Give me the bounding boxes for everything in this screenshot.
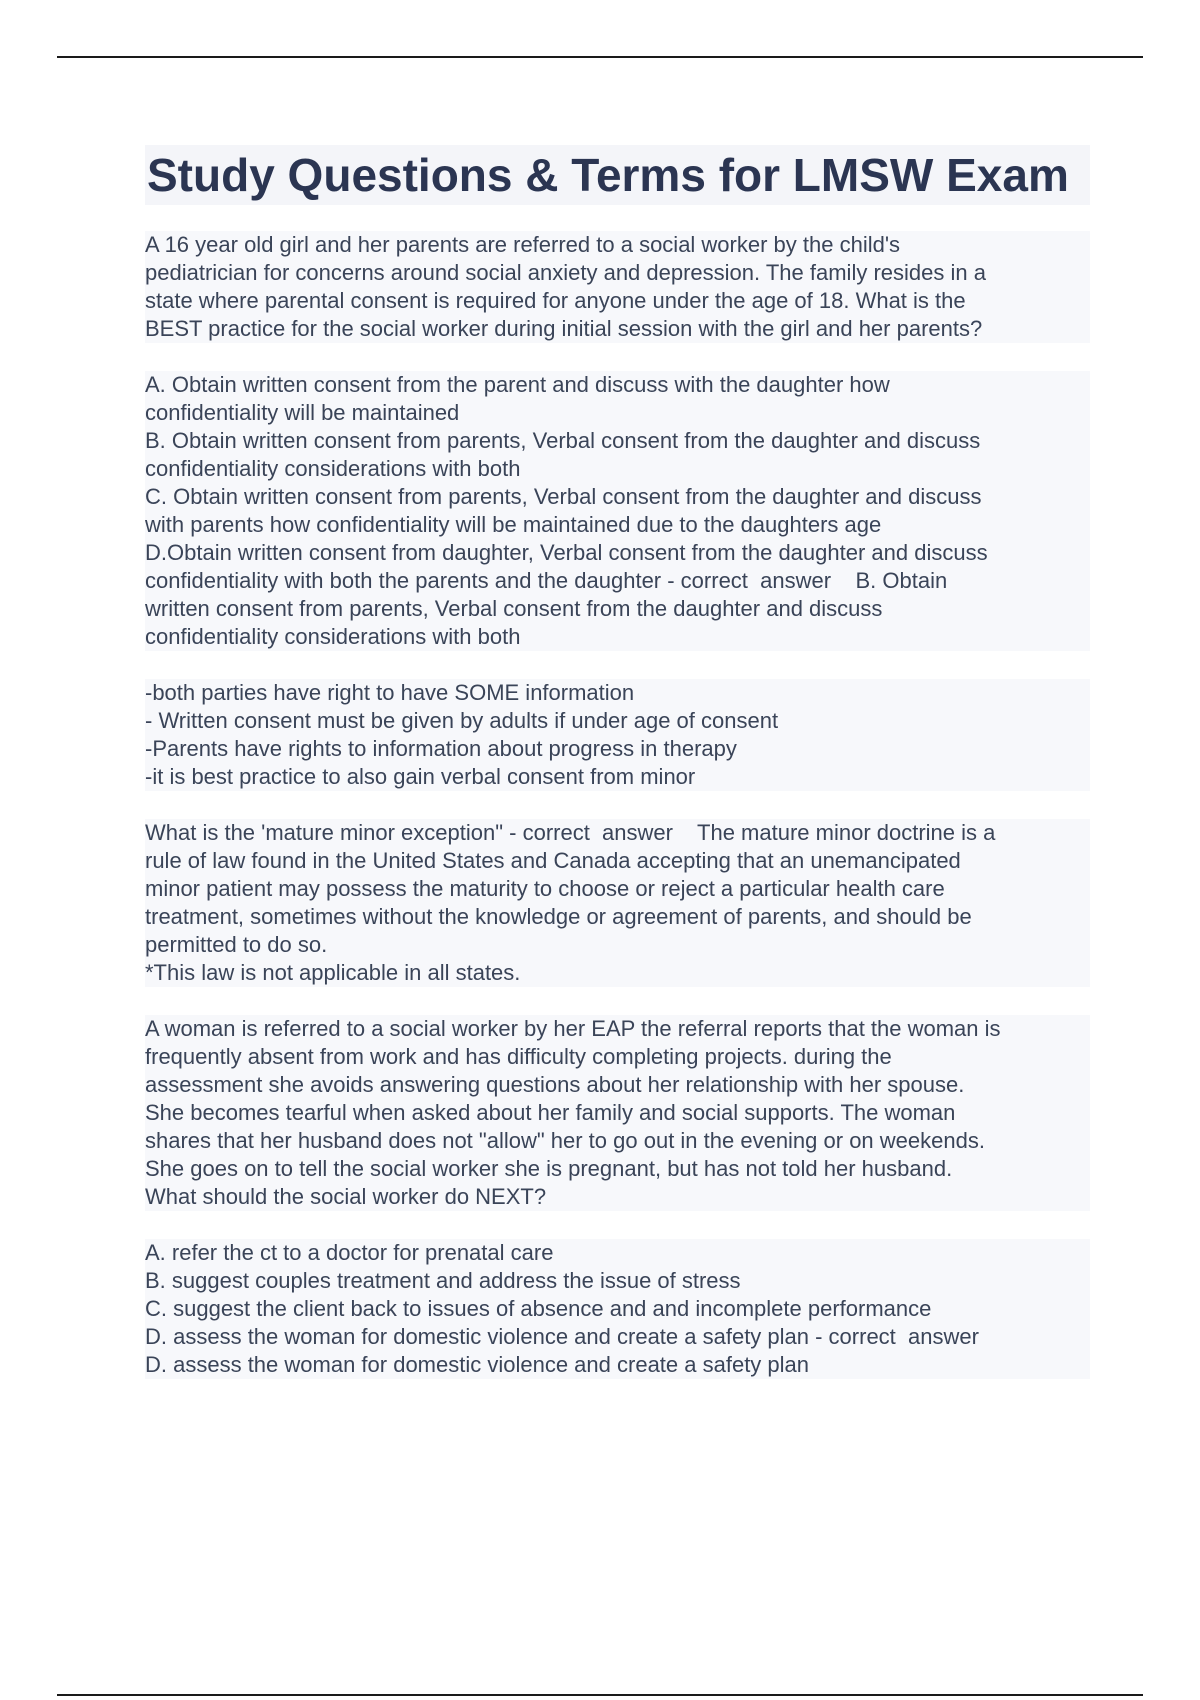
- question-3-stem: [145, 1015, 1090, 1211]
- text-line: frequently absent from work and has difficulty completing projects. during the: [145, 1044, 892, 1069]
- text-line: confidentiality considerations with both: [145, 456, 521, 481]
- text-line: C. suggest the client back to issues of absence and and incomplete performance: [145, 1296, 932, 1321]
- text-line: assessment she avoids answering questions about her relationship with her spouse.: [145, 1072, 965, 1097]
- text-line: - Written consent must be given by adults if under age of consent: [145, 708, 779, 733]
- bottom-rule: [57, 1694, 1143, 1696]
- text-line: -it is best practice to also gain verbal consent from minor: [145, 764, 696, 789]
- text-line: permitted to do so.: [145, 932, 328, 957]
- question-1-notes: [145, 679, 1090, 791]
- text-line: -both parties have right to have SOME information: [145, 680, 635, 705]
- text-line: D. assess the woman for domestic violence and create a safety plan - correct answer: [145, 1324, 979, 1349]
- question-2: [145, 819, 1090, 987]
- top-rule: [57, 56, 1143, 58]
- text-line: rule of law found in the United States and Canada accepting that an unemancipated: [145, 848, 961, 873]
- text-line: written consent from parents, Verbal consent from the daughter and discuss: [145, 596, 883, 621]
- question-1-stem: [145, 231, 1090, 343]
- text-line: D. assess the woman for domestic violence and create a safety plan: [145, 1352, 810, 1377]
- text-line: BEST practice for the social worker during initial session with the girl and her parents?: [145, 316, 983, 341]
- text-line: She becomes tearful when asked about her family and social supports. The woman: [145, 1100, 956, 1125]
- text-line: What should the social worker do NEXT?: [145, 1184, 547, 1209]
- text-line: D.Obtain written consent from daughter, Verbal consent from the daughter and discuss: [145, 540, 988, 565]
- text-line: pediatrician for concerns around social anxiety and depression. The family resides in a: [145, 260, 986, 285]
- text-line: confidentiality with both the parents and the daughter - correct answer B. Obtain: [145, 568, 948, 593]
- text-line: C. Obtain written consent from parents, Verbal consent from the daughter and discuss: [145, 484, 982, 509]
- text-line: treatment, sometimes without the knowledge or agreement of parents, and should be: [145, 904, 972, 929]
- text-line: confidentiality will be maintained: [145, 400, 460, 425]
- text-line: A 16 year old girl and her parents are referred to a social worker by the child's: [145, 232, 901, 257]
- text-line: A. refer the ct to a doctor for prenatal care: [145, 1240, 554, 1265]
- text-line: B. Obtain written consent from parents, Verbal consent from the daughter and discuss: [145, 428, 981, 453]
- text-line: confidentiality considerations with both: [145, 624, 521, 649]
- question-3-options: [145, 1239, 1090, 1379]
- document-body: [145, 145, 1090, 1407]
- document-title: Study Questions & Terms for LMSW Exam: [147, 149, 1069, 201]
- text-line: state where parental consent is required for anyone under the age of 18. What is the: [145, 288, 966, 313]
- text-line: A woman is referred to a social worker by her EAP the referral reports that the woman is: [145, 1016, 1001, 1041]
- text-line: minor patient may possess the maturity to choose or reject a particular health care: [145, 876, 945, 901]
- text-line: with parents how confidentiality will be maintained due to the daughters age: [145, 512, 882, 537]
- text-line: *This law is not applicable in all states.: [145, 960, 521, 985]
- text-line: What is the 'mature minor exception" - correct answer The mature minor doctrine is a: [145, 820, 996, 845]
- text-line: A. Obtain written consent from the parent and discuss with the daughter how: [145, 372, 890, 397]
- text-line: B. suggest couples treatment and address the issue of stress: [145, 1268, 741, 1293]
- title-box: [145, 145, 1090, 205]
- text-line: shares that her husband does not "allow" her to go out in the evening or on weekends.: [145, 1128, 985, 1153]
- text-line: -Parents have rights to information about progress in therapy: [145, 736, 737, 761]
- question-1-options: [145, 371, 1090, 651]
- text-line: She goes on to tell the social worker she is pregnant, but has not told her husband.: [145, 1156, 953, 1181]
